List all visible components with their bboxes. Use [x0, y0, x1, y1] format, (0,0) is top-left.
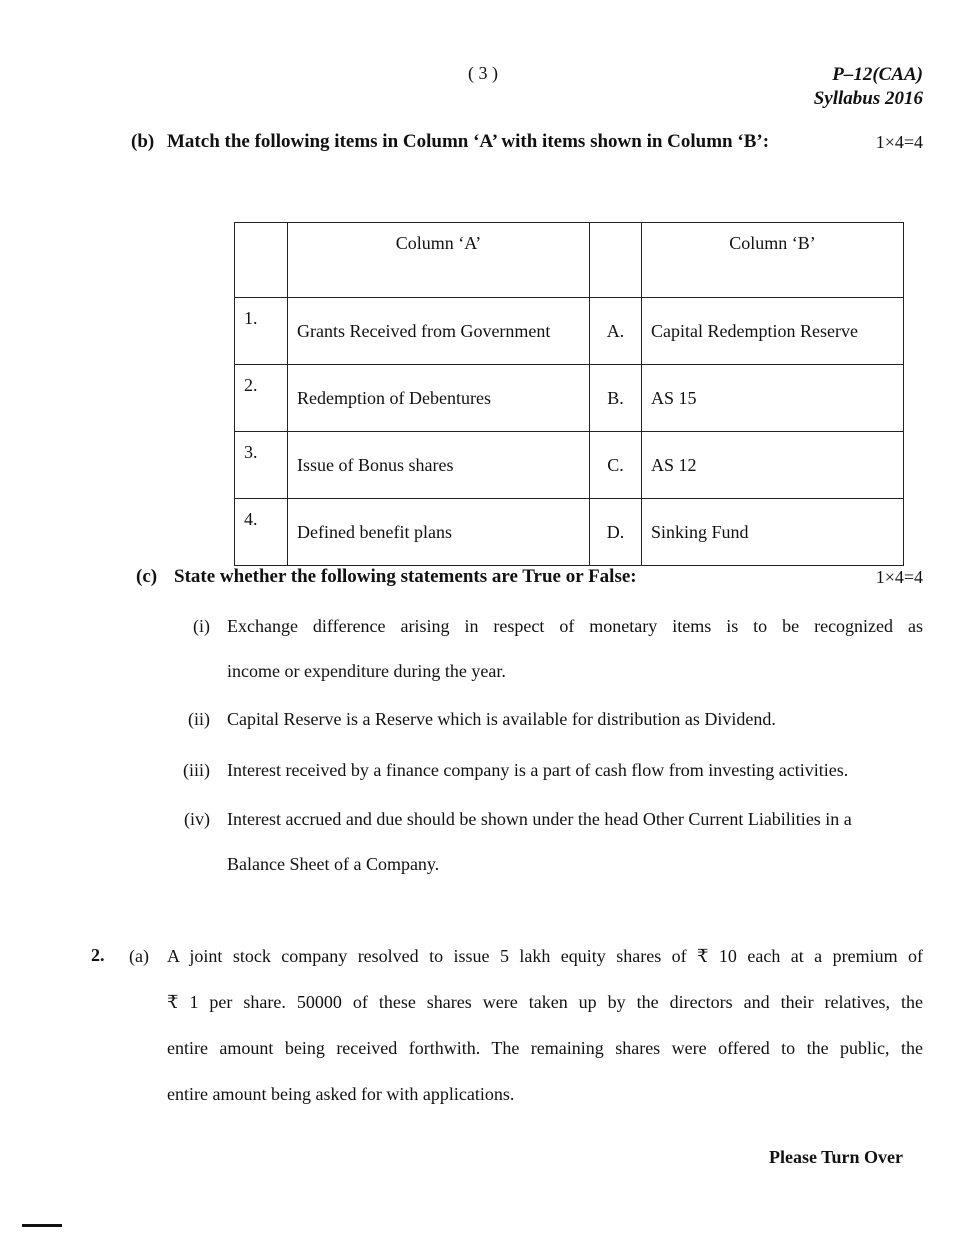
paragraph-line: ₹ 1 per share. 50000 of these shares were taken up by the directors and their relatives, the	[167, 992, 923, 1012]
question-2-number: 2.	[91, 945, 105, 965]
statement-line: Exchange difference arising in respect of monetary items is to be recognized as	[227, 616, 923, 636]
question-c-label: (c)	[136, 566, 158, 587]
row-letter: A.	[590, 298, 642, 365]
statement-iii	[170, 748, 930, 793]
please-turn-over: Please Turn Over	[769, 1147, 903, 1167]
paragraph-line: entire amount being asked for with applications.	[167, 1084, 515, 1104]
question-b-marks: 1×4=4	[875, 132, 923, 152]
column-a-item: Defined benefit plans	[288, 499, 590, 566]
statement-line: Balance Sheet of a Company.	[227, 854, 440, 874]
statement-ii	[170, 697, 930, 742]
match-table	[234, 222, 904, 566]
statement-number: (ii)	[188, 709, 210, 729]
column-a-item: Redemption of Debentures	[288, 365, 590, 432]
paper-code: P–12(CAA)	[832, 64, 923, 85]
statement-line: Interest accrued and due should be shown under the head Other Current Liabilities in a	[227, 809, 852, 829]
statement-number: (i)	[193, 616, 210, 636]
column-b-header: Column ‘B’	[642, 223, 904, 298]
column-a-header: Column ‘A’	[288, 223, 590, 298]
question-b-label: (b)	[131, 131, 155, 152]
table-row	[235, 298, 904, 365]
statement-line: Capital Reserve is a Reserve which is available for distribution as Dividend.	[227, 709, 776, 729]
paragraph-line: A joint stock company resolved to issue 5 lakh equity shares of ₹ 10 each at a premium of	[167, 946, 923, 966]
statement-line: income or expenditure during the year.	[227, 661, 506, 681]
paper-code-block	[814, 63, 923, 111]
table-row	[235, 499, 904, 566]
table-header-row	[235, 223, 904, 298]
column-a-item: Issue of Bonus shares	[288, 432, 590, 499]
margin-dash	[22, 1224, 62, 1227]
row-number: 3.	[235, 432, 288, 499]
row-number: 2.	[235, 365, 288, 432]
question-c-prompt: State whether the following statements are True or False:	[174, 566, 637, 587]
statement-number: (iii)	[183, 760, 210, 780]
row-number: 4.	[235, 499, 288, 566]
statement-iv	[170, 797, 930, 887]
column-b-item: Sinking Fund	[642, 499, 904, 566]
question-b-prompt: Match the following items in Column ‘A’ with items shown in Column ‘B’:	[167, 131, 770, 152]
syllabus-label: Syllabus 2016	[813, 88, 923, 109]
question-2-text	[167, 933, 923, 1117]
question-c-marks: 1×4=4	[875, 567, 923, 587]
table-row	[235, 365, 904, 432]
statement-i	[170, 604, 930, 694]
paragraph-line: entire amount being received forthwith. The remaining shares were offered to the public, the	[167, 1038, 923, 1058]
table-row	[235, 432, 904, 499]
page-number: ( 3 )	[468, 63, 498, 83]
header-blank-cell	[235, 223, 288, 298]
column-b-item: Capital Redemption Reserve	[642, 298, 904, 365]
statement-number: (iv)	[184, 809, 210, 829]
header-blank-cell	[590, 223, 642, 298]
column-a-item: Grants Received from Government	[288, 298, 590, 365]
statement-line: Interest received by a finance company is a part of cash flow from investing activities.	[227, 760, 849, 780]
column-b-item: AS 12	[642, 432, 904, 499]
row-letter: D.	[590, 499, 642, 566]
row-letter: C.	[590, 432, 642, 499]
column-b-item: AS 15	[642, 365, 904, 432]
question-2-part: (a)	[129, 946, 149, 966]
row-number: 1.	[235, 298, 288, 365]
row-letter: B.	[590, 365, 642, 432]
